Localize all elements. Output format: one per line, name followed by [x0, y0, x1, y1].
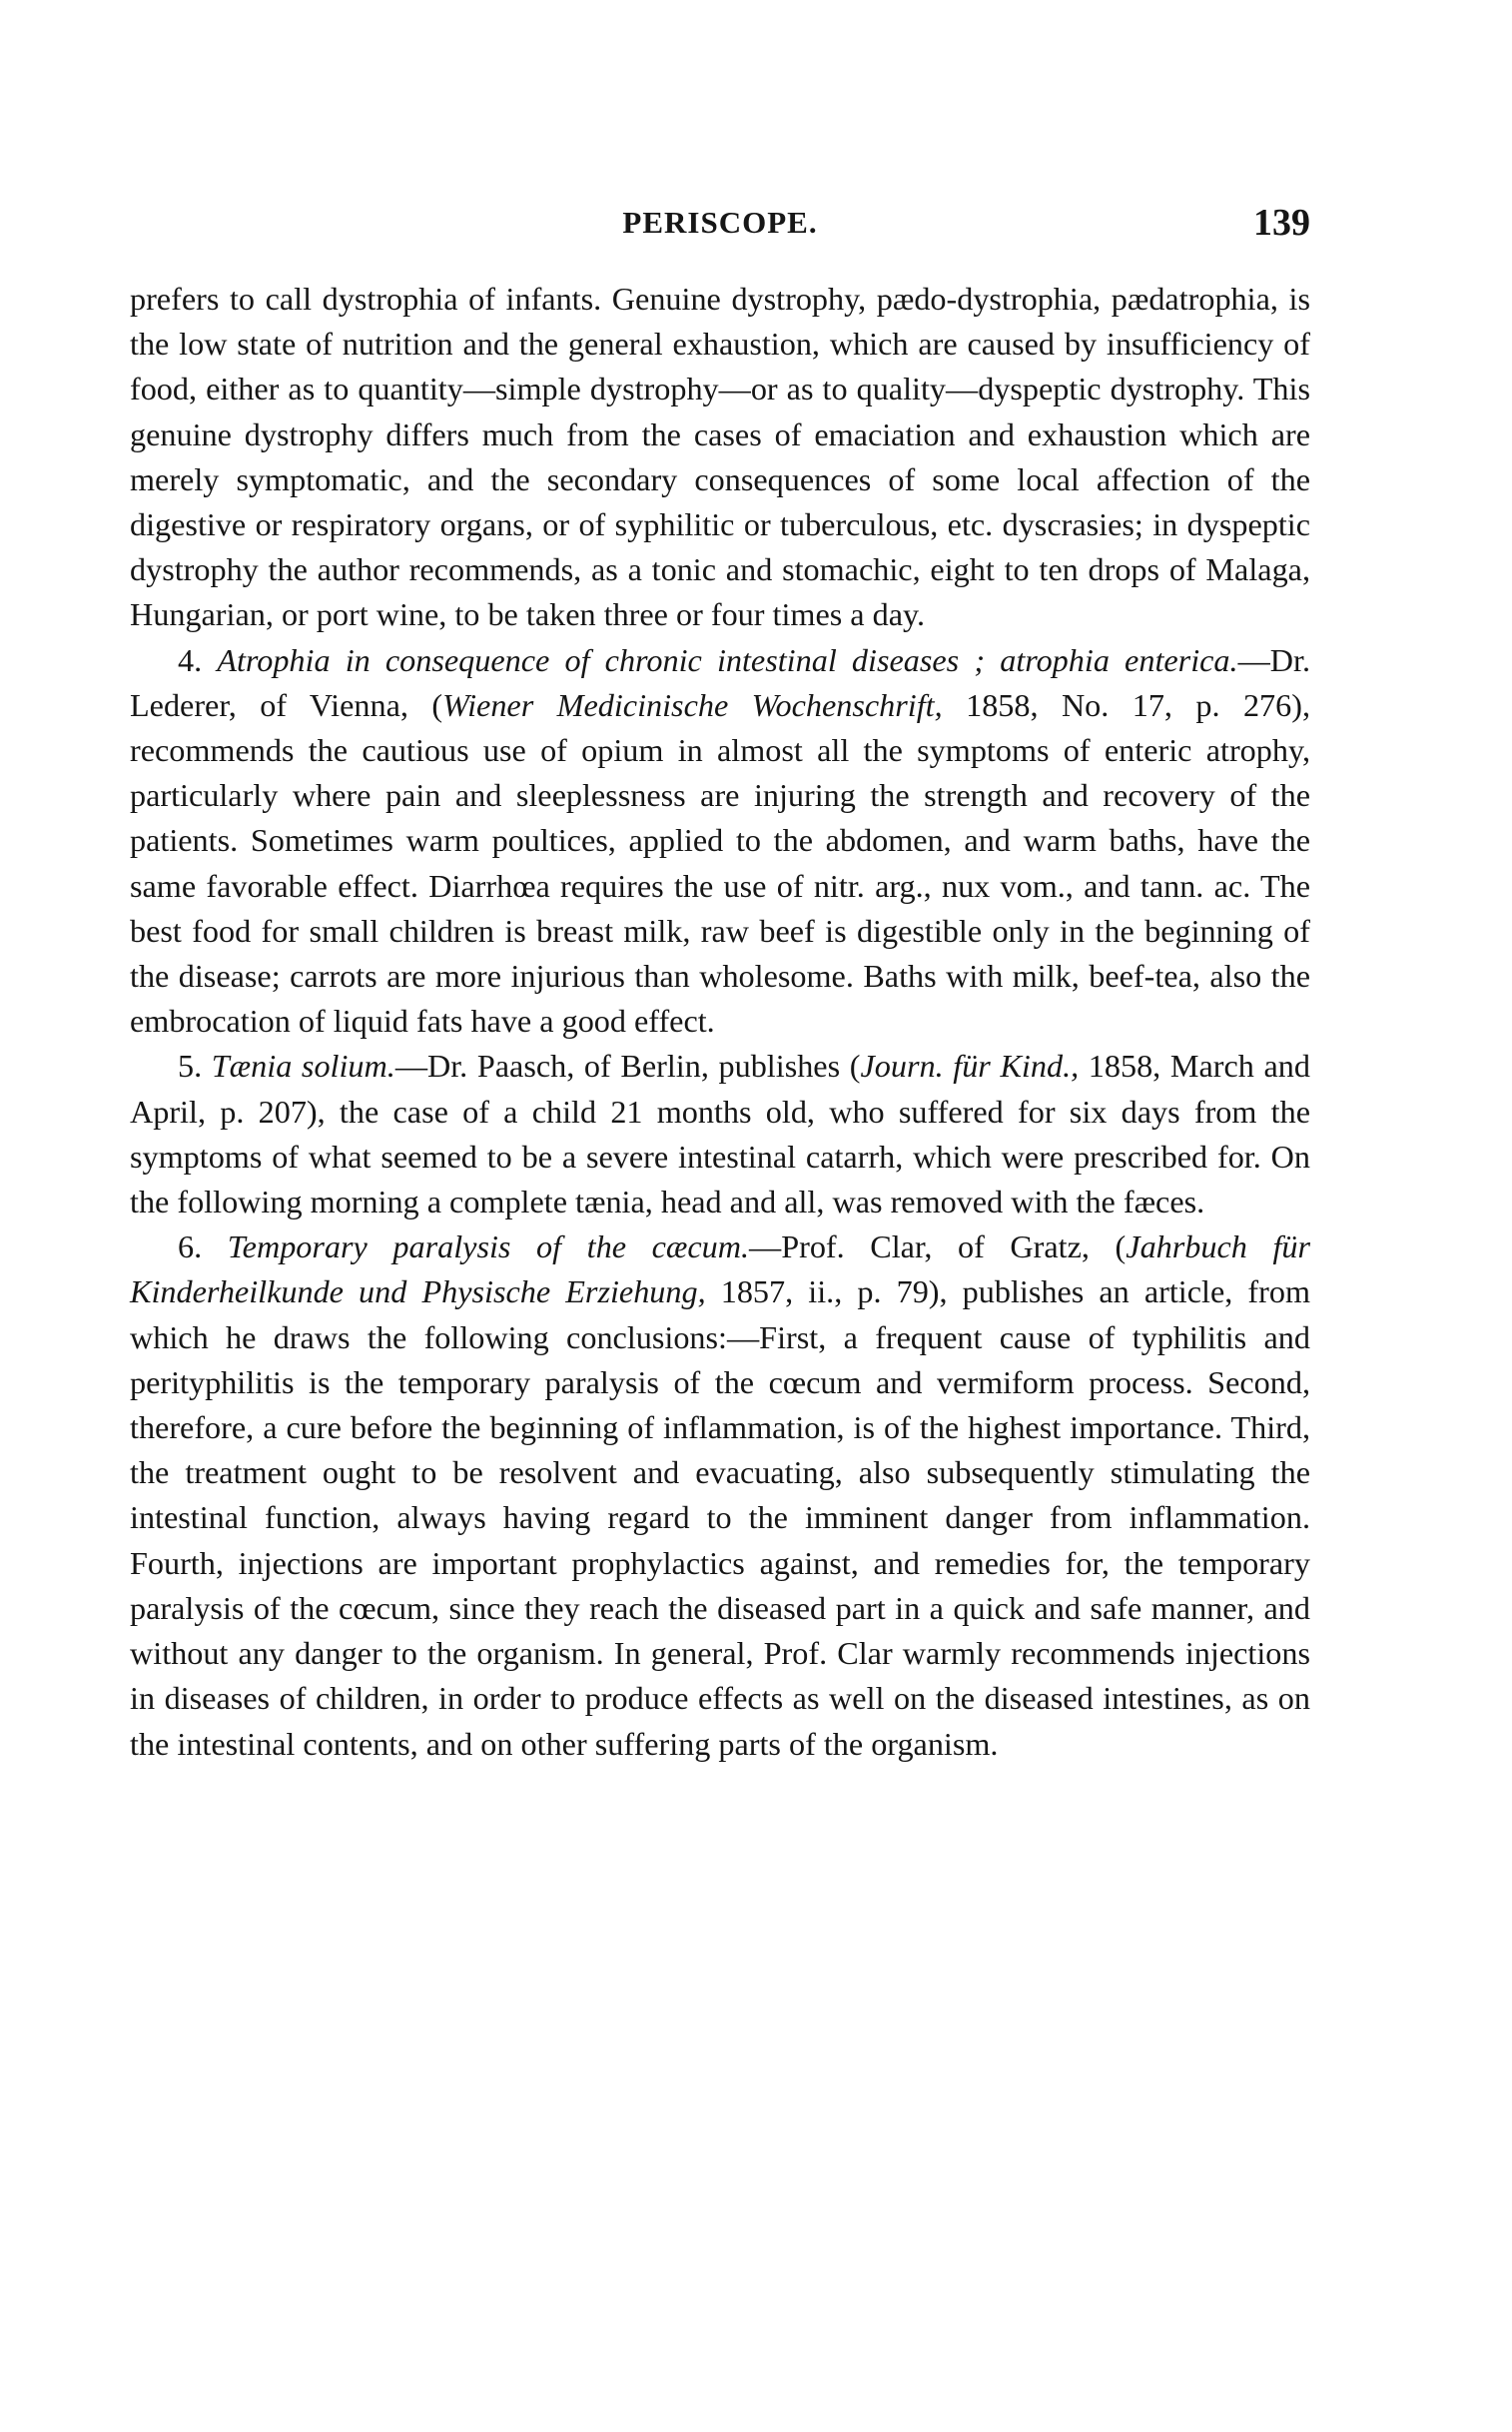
section-title: Tænia solium.: [211, 1048, 395, 1085]
journal-citation: Journ. für Kind.,: [860, 1048, 1080, 1085]
section-text: 1857, ii., p. 79), publishes an article, from which he draws the following conclusions:—First, a frequent cause of typhilitis and perityphilitis is the temporary paralysis of the cœcum and vermiform process. Second, therefore, a cure before the beginning of inflammation, is of the highest importance. Third, the treatment ought to be resolvent and evacuating, also subsequently stimulating the intestinal function, always having regard to the imminent danger from inflammation. Fourth, injections are important prophylactics against, and remedies for, the temporary paralysis of the cœcum, since they reach the diseased part in a quick and safe manner, and without any danger to the organism. In general, Prof. Clar warmly recommends injections in diseases of children, in order to produce effects as well on the diseased intestines, as on the intestinal contents, and on other suffering parts of the organism.: [130, 1273, 1310, 1762]
section-number: 6.: [178, 1228, 203, 1265]
page-number: 139: [1253, 202, 1310, 244]
journal-citation: Wiener Medicinische Wochenschrift,: [442, 686, 943, 723]
page-header: [130, 202, 1310, 255]
page-body: [130, 277, 1310, 1767]
paragraph-atrophia-enterica: [130, 638, 1310, 1045]
section-text: —Prof. Clar, of Gratz, (: [749, 1228, 1127, 1265]
running-head: PERISCOPE.: [622, 205, 818, 240]
section-text: —Dr. Lederer, of Vienna, (: [130, 641, 1310, 723]
section-text: 1858, March and April, p. 207), the case of a child 21 months old, who suffered for six days from the symptoms of what seemed to be a severe intestinal catarrh, which were prescribed for. On the following morning a complete tænia, head and all, was removed with the fæces.: [130, 1048, 1310, 1220]
section-text: —Dr. Paasch, of Berlin, publishes (: [394, 1048, 861, 1085]
section-title: Temporary paralysis of the cæcum.: [227, 1228, 750, 1265]
paragraph-taenia-solium: [130, 1044, 1310, 1224]
section-text: 1858, No. 17, p. 276), recommends the cautious use of opium in almost all the symptoms of enteric atrophy, particularly where pain and sleeplessness are injuring the strength and recovery of the patients. Sometimes warm poultices, applied to the abdomen, and warm baths, have the same favorable effect. Diarrhœa requires the use of nitr. arg., nux vom., and tann. ac. The best food for small children is breast milk, raw beef is digestible only in the beginning of the disease; carrots are more injurious than wholesome. Baths with milk, beef-tea, also the embrocation of liquid fats have a good effect.: [130, 686, 1310, 1040]
section-number: 5.: [178, 1048, 203, 1085]
journal-citation: Jahrbuch für Kinderheilkunde und Physische Erziehung,: [130, 1228, 1311, 1310]
paragraph-caecum-paralysis: [130, 1224, 1310, 1766]
section-title: Atrophia in consequence of chronic intestinal diseases ; atrophia enterica.: [217, 641, 1238, 678]
paragraph-dystrophy: prefers to call dystrophia of infants. Genuine dystrophy, pædo-dystrophia, pædatrophia, is the low state of nutrition and the general exhaustion, which are caused by insufficiency of food, either as to quantity—simple dystrophy—or as to quality—dyspeptic dystrophy. This genuine dystrophy differs much from the cases of emaciation and exhaustion which are merely symptomatic, and the secondary consequences of some local affection of the digestive or respiratory organs, or of syphilitic or tuberculous, etc. dyscrasies; in dyspeptic dystrophy the author recommends, as a tonic and stomachic, eight to ten drops of Malaga, Hungarian, or port wine, to be taken three or four times a day.: [130, 281, 1310, 633]
section-number: 4.: [178, 641, 203, 678]
